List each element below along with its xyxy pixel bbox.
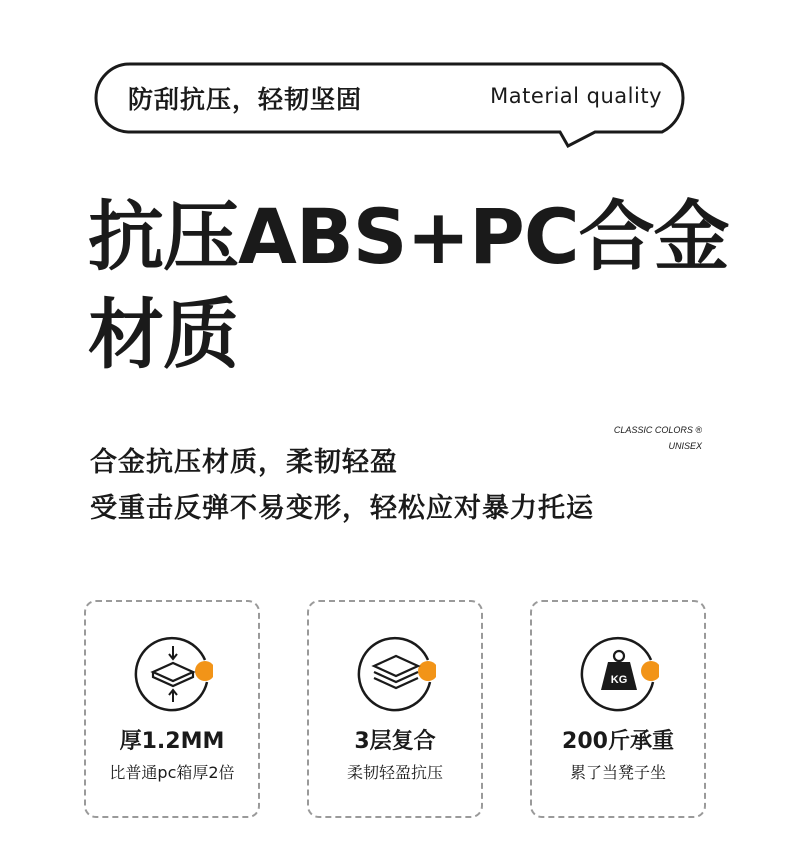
feature-card-layers <box>307 600 483 818</box>
feature-title: 3层复合 <box>354 729 436 754</box>
feature-desc: 柔韧轻盈抗压 <box>346 763 443 782</box>
feature-title: 厚1.2MM <box>119 729 225 754</box>
subtitle-line-2: 受重击反弹不易变形，轻松应对暴力托运 <box>90 493 594 524</box>
tag-line-2: UNISEX <box>668 441 702 451</box>
bubble-en-text: Material quality <box>490 84 662 108</box>
feature-card-thickness <box>84 600 260 818</box>
feature-card-weight <box>530 600 706 818</box>
title-line-1: 抗压ABS+PC合金 <box>88 192 729 281</box>
bubble-cn-text: 防刮抗压，轻韧坚固 <box>128 85 363 114</box>
tag-line-1: CLASSIC COLORS ® <box>613 425 702 435</box>
classic-colors-tag <box>614 422 702 454</box>
kg-label: KG <box>610 674 628 686</box>
thickness-icon <box>133 632 213 712</box>
feature-desc: 累了当凳子坐 <box>569 763 666 782</box>
header-bubble <box>90 62 702 148</box>
weight-icon <box>579 632 659 712</box>
subtitle-line-1: 合金抗压材质，柔韧轻盈 <box>90 447 398 478</box>
page-title <box>88 188 778 384</box>
title-line-2: 材质 <box>88 290 238 379</box>
feature-title: 200斤承重 <box>562 729 674 754</box>
layers-icon <box>356 632 436 712</box>
feature-desc: 比普通pc箱厚2倍 <box>109 763 235 782</box>
